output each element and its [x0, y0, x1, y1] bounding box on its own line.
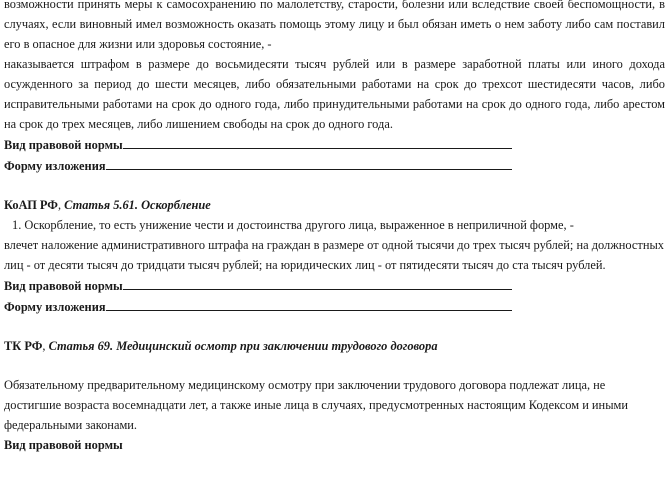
norm-type-field-3: [4, 435, 665, 455]
article1-paragraph-2: наказывается штрафом в размере до восьмидесяти тысяч рублей или в размере заработной платы или иного дохода осужденного за период до шести месяцев, либо обязательными работами на срок до трехсот шестидесяти часов, либо исправительными работами на срок до одного года, либо принудительными работами на срок до одного года, либо арестом на срок до трех месяцев, либо лишением свободы на срок до одного года.: [4, 57, 665, 131]
norm-type-label: Вид правовой нормы: [4, 138, 123, 152]
article2-code: КоАП РФ: [4, 198, 58, 212]
presentation-field-1: [4, 155, 665, 176]
article2-paragraph-1: 1. Оскорбление, то есть унижение чести и достоинства другого лица, выраженное в неприличной форме, -: [12, 218, 574, 232]
article2-paragraph-2: влечет наложение административного штрафа на граждан в размере от одной тысячи до трех тысяч рублей; на должностных лиц - от десяти тысяч до тридцати тысяч рублей; на юридических лиц - от пятидесяти тысяч до ста тысяч рублей.: [4, 238, 664, 272]
article2-heading: [4, 195, 665, 215]
presentation-label: Форму изложения: [4, 159, 106, 173]
article3-code: ТК РФ: [4, 339, 43, 353]
article2-separator: ,: [57, 198, 65, 212]
norm-type-label: Вид правовой нормы: [4, 279, 123, 293]
norm-type-field-2: [4, 275, 665, 296]
presentation-label: Форму изложения: [4, 300, 106, 314]
article2-title: Статья 5.61. Оскорбление: [64, 198, 211, 212]
article3-heading: [4, 336, 665, 356]
presentation-field-2: [4, 296, 665, 317]
norm-type-answer-line[interactable]: [123, 134, 512, 149]
presentation-answer-line[interactable]: [106, 155, 512, 170]
norm-type-label: Вид правовой нормы: [4, 438, 123, 452]
presentation-answer-line[interactable]: [106, 296, 512, 311]
article3-separator: ,: [42, 339, 49, 353]
article1-paragraph-1: возможности принять меры к самосохранению по малолетству, старости, болезни или вследствие своей беспомощности, в случаях, если виновный имел возможность оказать помощь этому лицу и был обязан иметь о нем заботу либо сам поставил его в опасное для жизни или здоровья состояние, -: [4, 0, 665, 51]
norm-type-answer-line[interactable]: [123, 275, 512, 290]
article3-paragraph-1: Обязательному предварительному медицинскому осмотру при заключении трудового договора подлежат лица, не достигшие возраста восемнадцати лет, а также иные лица в случаях, предусмотренных настоящим Кодексом и иными федеральными законами.: [4, 378, 628, 432]
norm-type-field-1: [4, 134, 665, 155]
article3-title: Статья 69. Медицинский осмотр при заключении трудового договора: [48, 339, 438, 353]
